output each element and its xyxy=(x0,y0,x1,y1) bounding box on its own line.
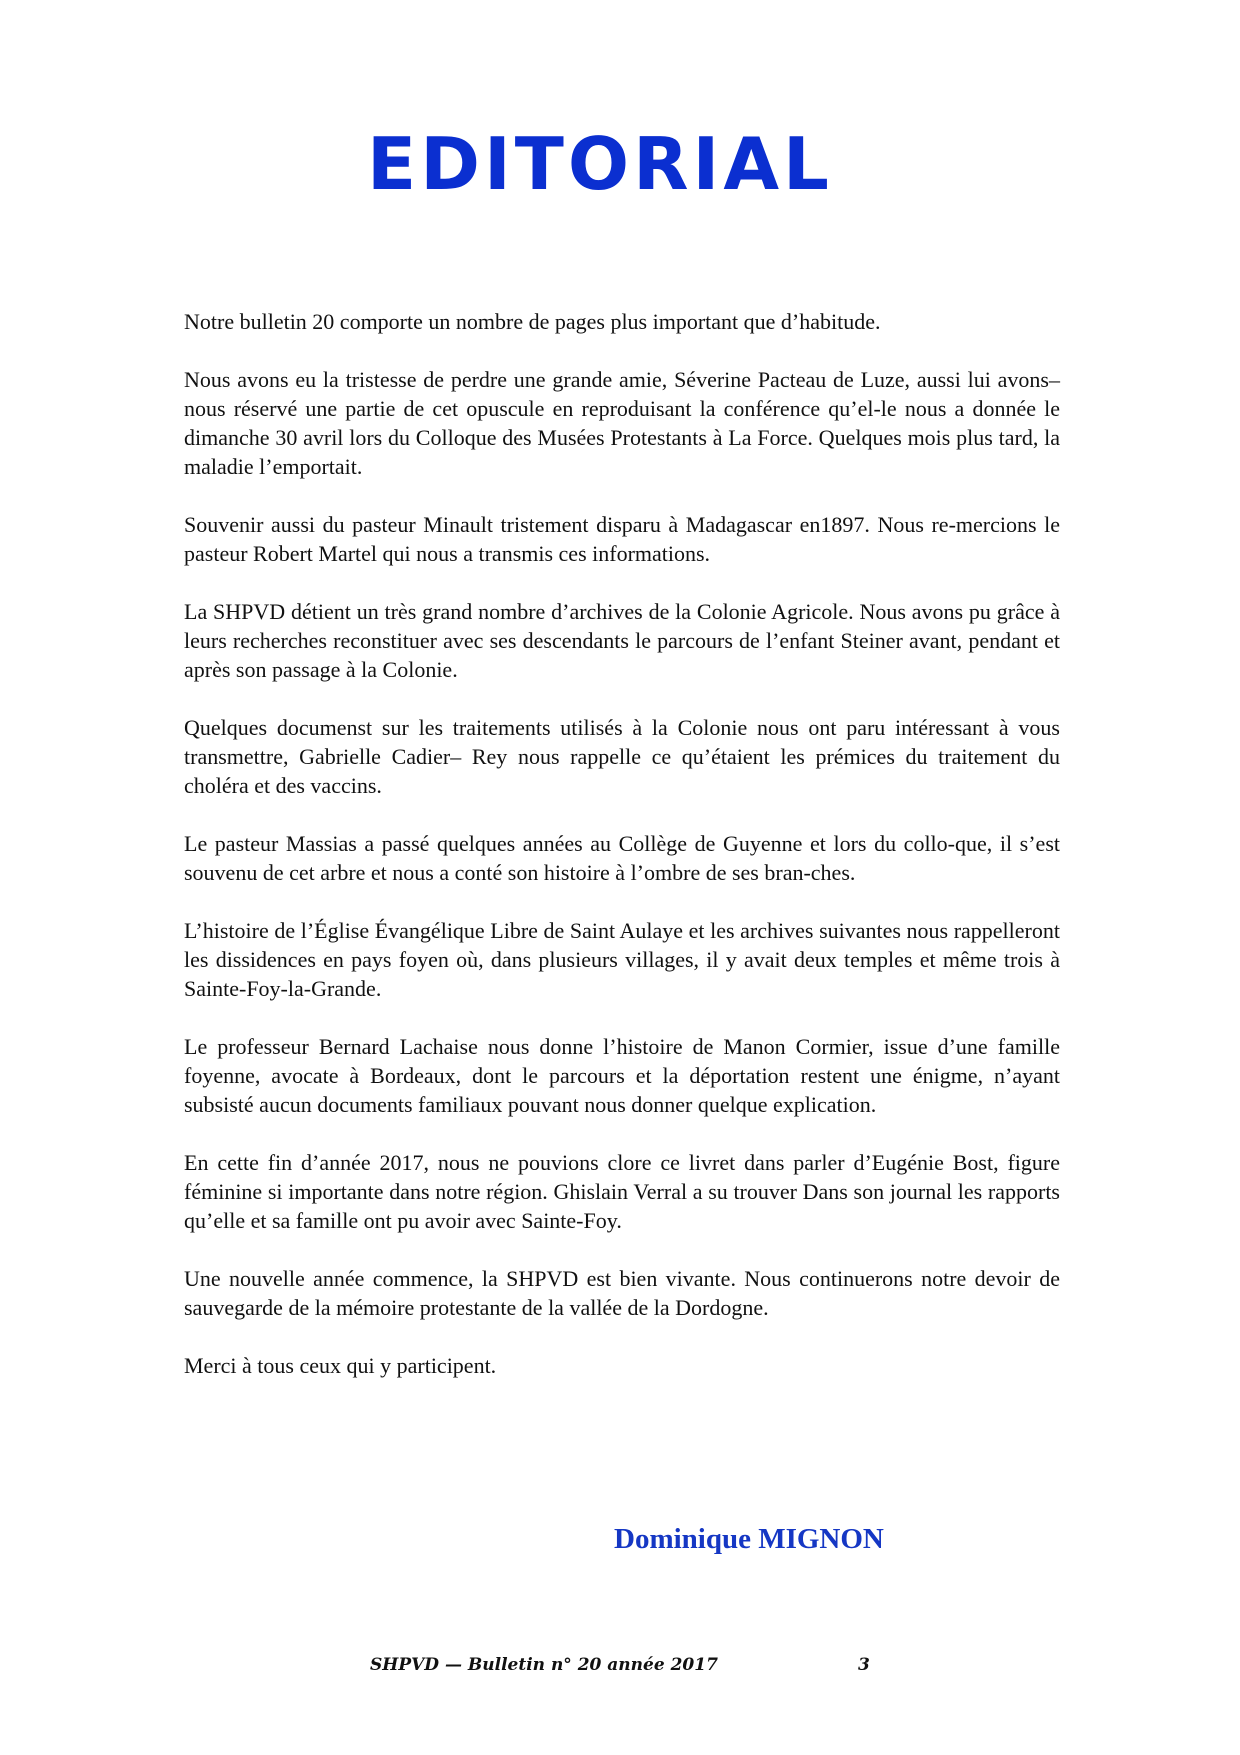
paragraph-1: Notre bulletin 20 comporte un nombre de pages plus important que d’habitude. xyxy=(184,309,881,334)
page-number: 3 xyxy=(858,1655,870,1675)
footer-text: SHPVD — Bulletin n° 20 année 2017 xyxy=(370,1655,718,1675)
page-title: EDITORIAL xyxy=(367,122,833,206)
paragraph-5: Quelques documenst sur les traitements utilisés à la Colonie nous ont paru intéressant à vous transmettre, Gabrielle Cadier– Rey nous rappelle ce qu’étaient les prémices du traitement du choléra et des vaccins. xyxy=(184,715,1060,798)
paragraph-9: En cette fin d’année 2017, nous ne pouvions clore ce livret dans parler d’Eugénie Bost, figure féminine si importante dans notre région. Ghislain Verral a su trouver Dans son journal les rapports qu’elle et sa famille ont pu avoir avec Sainte-Foy. xyxy=(184,1150,1060,1233)
paragraph-8: Le professeur Bernard Lachaise nous donne l’histoire de Manon Cormier, issue d’une famille foyenne, avocate à Bordeaux, dont le parcours et la déportation restent une énigme, n’ayant subsisté aucun documents familiaux pouvant nous donner quelque explication. xyxy=(184,1034,1060,1117)
editorial-body xyxy=(184,307,1060,1409)
paragraph-4: La SHPVD détient un très grand nombre d’archives de la Colonie Agricole. Nous avons pu grâce à leurs recherches reconstituer avec ses descendants le parcours de l’enfant Steiner avant, pendant et après son passage à la Colonie. xyxy=(184,599,1060,682)
author-signature: Dominique MIGNON xyxy=(614,1523,884,1555)
paragraph-6: Le pasteur Massias a passé quelques années au Collège de Guyenne et lors du collo-que, il s’est souvenu de cet arbre et nous a conté son histoire à l’ombre de ses bran-ches. xyxy=(184,831,1060,885)
paragraph-7: L’histoire de l’Église Évangélique Libre de Saint Aulaye et les archives suivantes nous rappelleront les dissidences en pays foyen où, dans plusieurs villages, il y avait deux temples et même trois à Sainte-Foy-la-Grande. xyxy=(184,918,1060,1001)
paragraph-3: Souvenir aussi du pasteur Minault tristement disparu à Madagascar en1897. Nous re-mercions le pasteur Robert Martel qui nous a transmis ces informations. xyxy=(184,512,1060,566)
paragraph-11: Merci à tous ceux qui y participent. xyxy=(184,1353,497,1378)
paragraph-2: Nous avons eu la tristesse de perdre une grande amie, Séverine Pacteau de Luze, aussi lui avons– nous réservé une partie de cet opuscule en reproduisant la conférence qu’el-le nous a donnée le dimanche 30 avril lors du Colloque des Musées Protestants à La Force. Quelques mois plus tard, la maladie l’emportait. xyxy=(184,367,1060,479)
paragraph-10: Une nouvelle année commence, la SHPVD est bien vivante. Nous continuerons notre devoir de sauvegarde de la mémoire protestante de la vallée de la Dordogne. xyxy=(184,1266,1060,1320)
